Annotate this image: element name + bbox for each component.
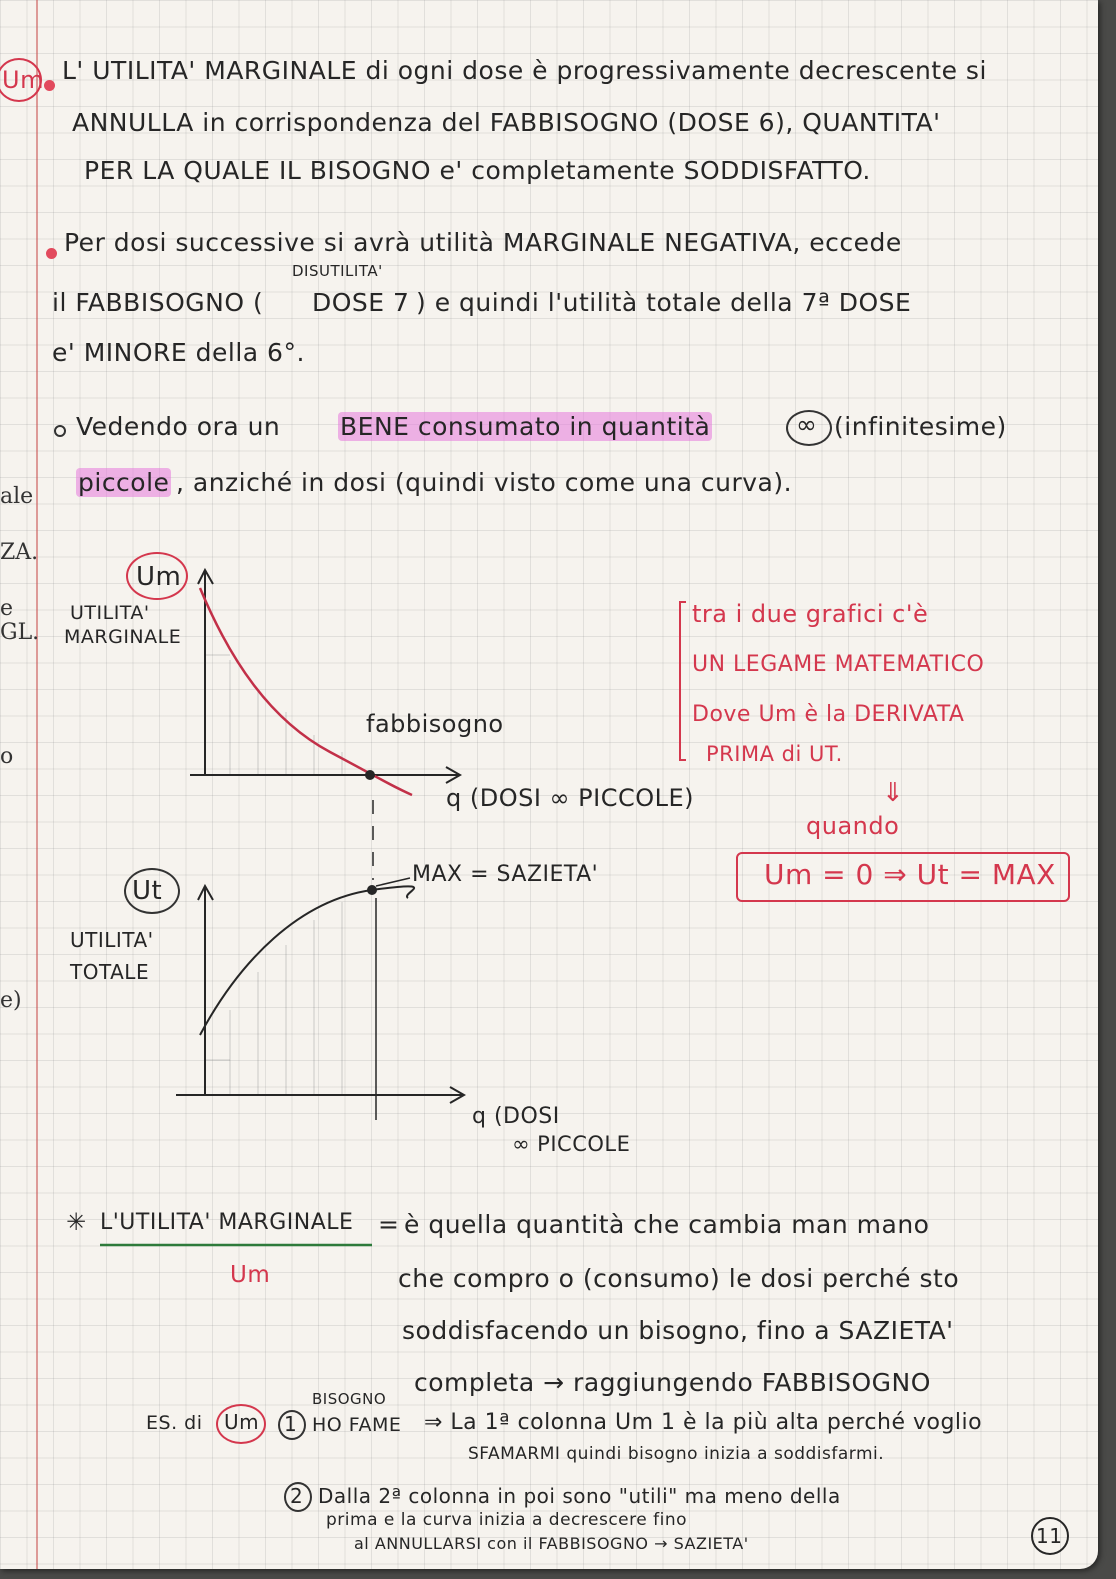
- page-number: 11: [1036, 1524, 1063, 1548]
- para1-line2: ANNULLA in corrispondenza del FABBISOGNO (DOSE 6), QUANTITA': [72, 108, 941, 137]
- side-note-arrow: ⇓: [882, 778, 905, 808]
- graph2-xlabel-2: ∞ PICCOLE: [512, 1132, 631, 1156]
- para2-line1: Per dosi successive si avrà utilità MARGINALE NEGATIVA, eccede: [64, 228, 902, 257]
- para2-dose7: DOSE 7: [312, 288, 410, 317]
- definition-line2: che compro o (consumo) le dosi perché sto: [398, 1264, 960, 1293]
- side-note-line3: Dove Um è la DERIVATA: [692, 702, 965, 727]
- graph1-symbol: Um: [136, 562, 182, 592]
- definition-star: ✳: [66, 1208, 87, 1236]
- example-item1: HO FAME: [312, 1414, 402, 1436]
- example-prefix: ES. di: [146, 1412, 203, 1434]
- example-item2-line3: al ANNULLARSI con il FABBISOGNO → SAZIETA': [354, 1534, 749, 1553]
- example-item2-line2: prima e la curva inizia a decrescere fino: [326, 1510, 687, 1530]
- graph1-ylabel-2: MARGINALE: [64, 626, 182, 648]
- para1-line1: L' UTILITA' MARGINALE di ogni dose è progressivamente decrescente si: [62, 56, 987, 85]
- side-note-line1: tra i due grafici c'è: [692, 600, 929, 628]
- graph2-xlabel-1: q (DOSI: [472, 1104, 560, 1129]
- graph2-ylabel-1: UTILITA': [70, 928, 154, 952]
- example-n2: 2: [290, 1484, 304, 1508]
- side-note-line2: UN LEGAME MATEMATICO: [692, 652, 985, 677]
- example-n1-circle: [278, 1410, 306, 1440]
- graph1-symbol-circle: [126, 552, 188, 600]
- example-item1-text: ⇒ La 1ª colonna Um 1 è la più alta perché voglio: [424, 1410, 983, 1435]
- definition-abbr: Um: [230, 1262, 271, 1288]
- graph2-max-label: MAX = SAZIETA': [412, 862, 599, 887]
- cut-text-4: GL.: [0, 620, 40, 645]
- graph2-ylabel-2: TOTALE: [70, 960, 150, 984]
- cut-text-3: e: [0, 596, 14, 621]
- graph2-symbol: Ut: [132, 876, 163, 906]
- cut-text-2: ZA.: [0, 540, 39, 565]
- para1-line3: PER LA QUALE IL BISOGNO e' completamente SODDISFATTO.: [84, 156, 871, 185]
- graph1-dose-bars: [205, 655, 342, 775]
- para3-line1-post: (infinitesime): [834, 412, 1007, 441]
- example-item1-text2: SFAMARMI quindi bisogno inizia a soddisfarmi.: [468, 1444, 885, 1464]
- example-n1: 1: [284, 1412, 298, 1436]
- graph1-ylabel-1: UTILITA': [70, 602, 150, 624]
- graph2-max-leader: [376, 878, 410, 886]
- highlight-bene: BENE consumato in quantità: [340, 412, 711, 441]
- cut-text-1: ale: [0, 484, 34, 509]
- side-note-quando: quando: [806, 812, 900, 840]
- definition-term: L'UTILITA' MARGINALE: [100, 1210, 354, 1235]
- graph2-dose-bars: [205, 902, 342, 1095]
- example-n2-circle: [284, 1482, 312, 1512]
- graph1-um-curve: [200, 588, 412, 795]
- para2-line2-pre: il FABBISOGNO (: [52, 288, 264, 317]
- example-um: Um: [224, 1410, 260, 1434]
- graph1-xlabel: q (DOSI ∞ PICCOLE): [446, 784, 695, 812]
- side-note-formula: Um = 0 ⇒ Ut = MAX: [764, 858, 1056, 891]
- graph2-symbol-circle: [124, 868, 180, 914]
- graph1-fabbisogno-point: [365, 770, 375, 780]
- para2-disutilita: DISUTILITA': [292, 262, 383, 280]
- definition-line4: completa → raggiungendo FABBISOGNO: [414, 1368, 931, 1397]
- graph2-max-point: [367, 885, 377, 895]
- definition-line3: soddisfacendo un bisogno, fino a SAZIETA': [402, 1316, 954, 1345]
- cut-text-5: o: [0, 744, 14, 769]
- side-note-line4: PRIMA di UT.: [706, 742, 843, 766]
- para3-line1-pre: Vedendo ora un: [76, 412, 281, 441]
- example-bisogno: BISOGNO: [312, 1390, 387, 1408]
- example-um-circle: [216, 1404, 266, 1444]
- margin-note-um: Um: [2, 66, 44, 94]
- cut-text-6: e): [0, 988, 22, 1013]
- example-item2-line1: Dalla 2ª colonna in poi sono "utili" ma meno della: [318, 1484, 841, 1508]
- graph1-fabbisogno-label: fabbisogno: [366, 710, 504, 738]
- para2-line3: e' MINORE della 6°.: [52, 338, 305, 367]
- side-note-bracket: [680, 602, 686, 760]
- para3-line2-post: , anziché in dosi (quindi visto come una curva).: [176, 468, 793, 497]
- para3-circle-infinity: ∞: [796, 410, 818, 439]
- para2-line2-post: ) e quindi l'utilità totale della 7ª DOSE: [416, 288, 912, 317]
- definition-eq: =: [378, 1210, 400, 1239]
- graph2-ut-curve: [200, 886, 414, 1035]
- highlight-piccole: piccole: [78, 468, 170, 497]
- definition-line1: è quella quantità che cambia man mano: [404, 1210, 930, 1239]
